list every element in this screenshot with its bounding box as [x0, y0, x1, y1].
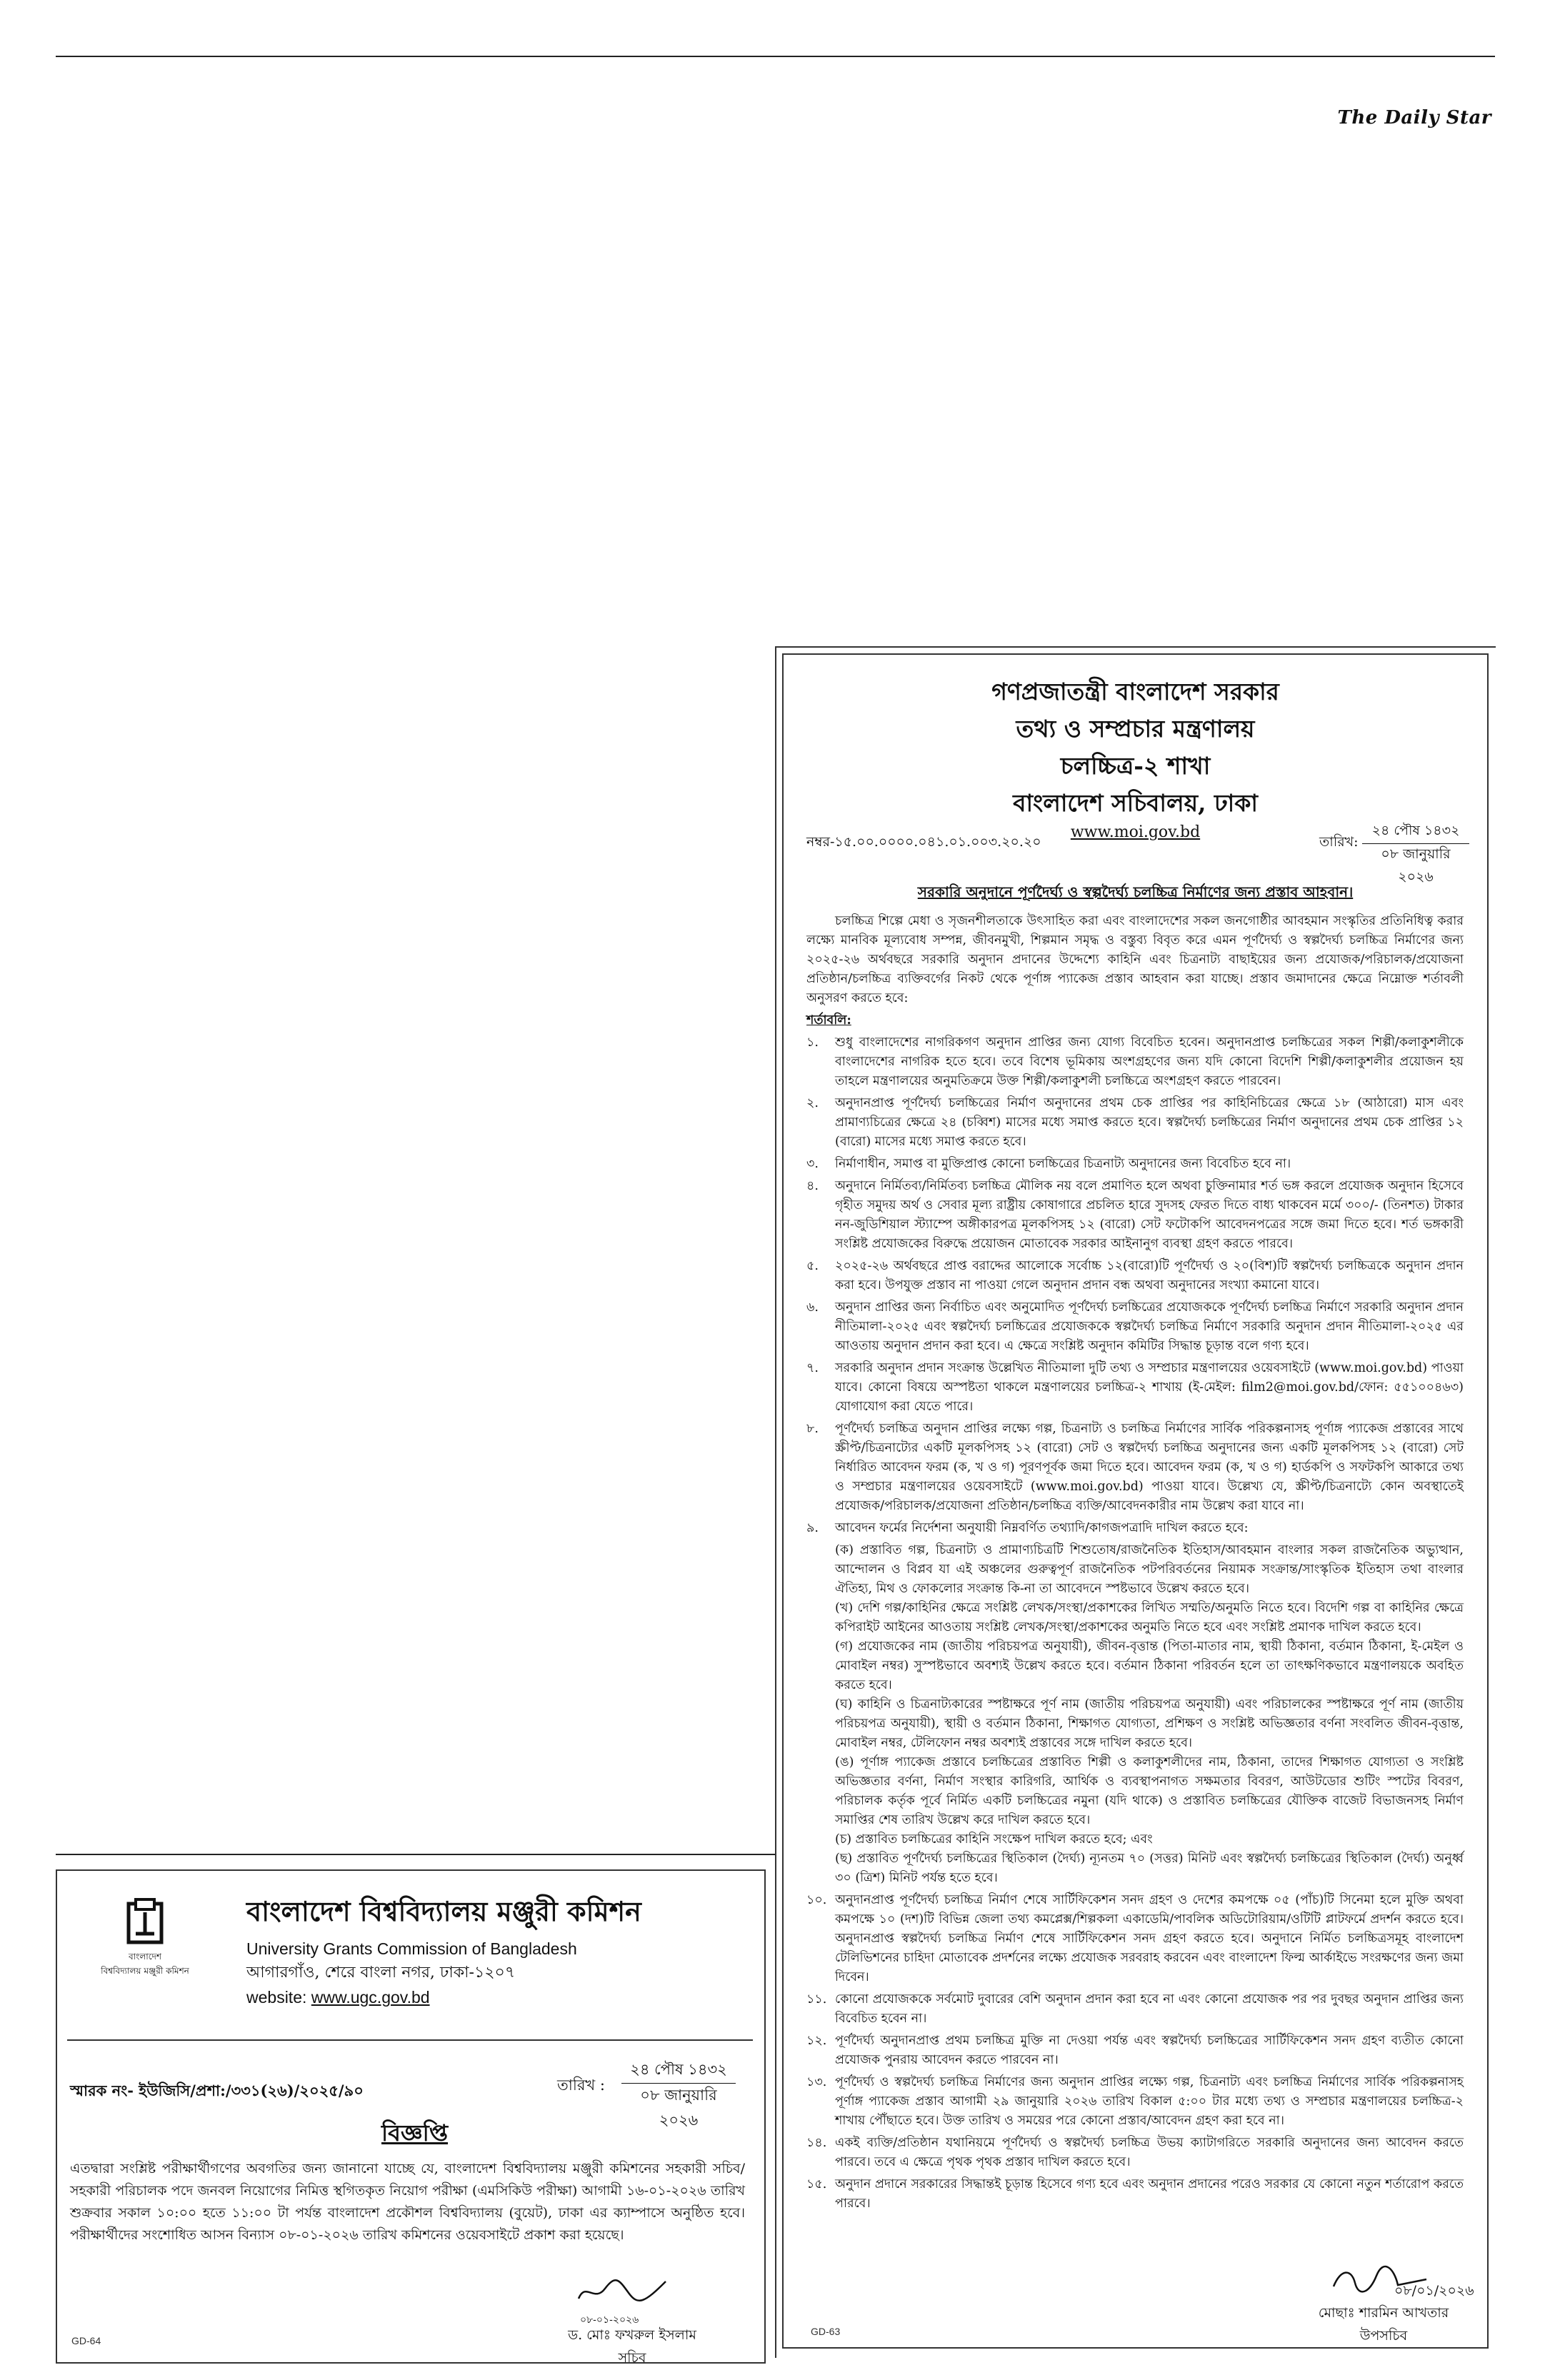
sub-item: (ঘ) কাহিনি ও চিত্রনাট্যকারের স্পষ্টাক্ষরে পূর্ণ নাম (জাতীয় পরিচয়পত্র অনুযায়ী) এবং পরিচালকের স্পষ্টাক্ষরে পূর্ণ নাম (জাতীয় পরিচয়পত্র অনুযায়ী), স্থায়ী ও বর্তমান ঠিকানা, শিক্ষাগত যোগ্যতা, প্রশিক্ষণ ও সংশ্লিষ্ট অভিজ্ঞতার বর্ণনা সংবলিত জীবন-বৃত্তান্ত, মোবাইল নম্বর, টেলিফোন নম্বর অবশ্যই প্রস্তাবের সঙ্গে দাখিল করতে হবে। — [835, 1697, 1464, 1750]
condition-item — [806, 1359, 1464, 1417]
condition-num: ৯. — [806, 1521, 819, 1535]
ugc-address: আগারগাঁও, শেরে বাংলা নগর, ঢাকা-১২০৭ — [246, 1964, 516, 1982]
condition-text: পূর্ণদৈর্ঘ্য অনুদানপ্রাপ্ত প্রথম চলচ্চিত্র মুক্তি না দেওয়া পর্যন্ত এবং স্বল্পদৈর্ঘ্য চলচ্চিত্রের সার্টিফিকেশন সনদ গ্রহণ ব্যতীত কোনো প্রযোজক পুনরায় আবেদন করতে পারবেন না। — [835, 2034, 1464, 2067]
gd-code: GD-64 — [71, 2335, 101, 2346]
intro-paragraph: চলচ্চিত্র শিল্পে মেধা ও সৃজনশীলতাকে উৎসাহিত করা এবং বাংলাদেশের সকল জনগোষ্ঠীর আবহমান সংস্কৃতির প্রতিনিধিত্ব করার লক্ষ্যে মানবিক মূল্যবোধ সম্পন্ন, জীবনমুখী, শিল্পমান সমৃদ্ধ ও বস্তুব্য বিবৃত করে এমন পূর্ণদৈর্ঘ্য ও স্বল্পদৈর্ঘ্য চলচ্চিত্র নির্মাণের জন্য ২০২৫-২৬ অর্থবছরে সরকারি অনুদান প্রদানের উদ্দেশ্যে কাহিনি এবং চিত্রনাট্য বাছাইয়ের জন্য প্রযোজক/পরিচালক/প্রযোজনা প্রতিষ্ঠান/চলচ্চিত্র ব্যক্তিবর্গের নিকট থেকে পূর্ণাঙ্গ প্যাকেজ প্রস্তাব আহবান করা যাচ্ছে। প্রস্তাব জমাদানের ক্ষেত্রে নিম্নোক্ত শর্তাবলী অনুসরণ করতে হবে: — [806, 914, 1464, 1005]
top-rule — [56, 56, 1495, 57]
sub-item: (চ) প্রস্তাবিত চলচ্চিত্রের কাহিনি সংক্ষেপ দাখিল করতে হবে; এবং — [835, 1832, 1153, 1847]
condition-item — [806, 1519, 1464, 1538]
condition-text: ২০২৫-২৬ অর্থবছরে প্রাপ্ত বরাদ্দের আলোকে সর্বোচ্চ ১২(বারো)টি পূর্ণদৈর্ঘ্য ও ২০(বিশ)টি স্বল্পদৈর্ঘ্য চলচ্চিত্রকে অনুদান প্রদান করা হবে। উপযুক্ত প্রস্তাব না পাওয়া গেলে অনুদান প্রদান বন্ধ অথবা অনুদানের সংখ্যা কমানো যাবে। — [835, 1259, 1464, 1292]
logo-caption: বিশ্ববিদ্যালয় মঞ্জুরী কমিশন — [101, 1966, 189, 1976]
ugc-date-english: ০৮ জানুয়ারি ২০২৬ — [640, 2087, 717, 2129]
condition-item — [806, 1420, 1464, 1516]
condition-num: ৭. — [806, 1361, 819, 1375]
ugc-date-bangla: ২৪ পৌষ ১৪৩২ — [621, 2058, 736, 2084]
ugc-signature — [573, 2274, 673, 2329]
condition-text: শুধু বাংলাদেশের নাগরিকগণ অনুদান প্রাপ্তির জন্য যোগ্য বিবেচিত হবেন। অনুদানপ্রাপ্ত চলচ্চিত্রের সকল শিল্পী/কলাকুশলীকে বাংলাদেশের নাগরিক হতে হবে। তবে বিশেষ ভূমিকায় অংশগ্রহণের জন্য যদি কোনো বিদেশি শিল্পী/কলাকুশলীর প্রয়োজন হয় তাহলে মন্ত্রণালয়ের অনুমতিক্রমে উক্ত শিল্পী/কলাকুশলী চলচ্চিত্রে অংশগ্রহণ করতে পারবেন। — [835, 1035, 1464, 1088]
ugc-header — [246, 1891, 641, 2007]
condition-text: কোনো প্রযোজককে সর্বমোট দুবারের বেশি অনুদান প্রদান করা হবে না এবং কোনো প্রযোজক পর পর দুবছর অনুদান প্রাপ্তির জন্য বিবেচিত হবেন না। — [835, 1992, 1464, 2026]
date-block — [1362, 820, 1469, 890]
notice-title: সরকারি অনুদানে পূর্ণদৈর্ঘ্য ও স্বল্পদৈর্ঘ্য চলচ্চিত্র নির্মাণের জন্য প্রস্তাব আহবান। — [917, 883, 1354, 900]
condition-num: ৮. — [806, 1422, 819, 1436]
condition-num: ১১. — [806, 1992, 827, 2007]
signature-scribble-icon — [573, 2274, 673, 2309]
condition-item — [806, 2073, 1464, 2131]
signatory-name: মোছাঃ শারমিন আখতার — [1318, 2305, 1449, 2321]
ugc-website-link[interactable]: www.ugc.gov.bd — [311, 1988, 430, 2007]
ugc-header-rule — [67, 2039, 753, 2041]
sub-item: (গ) প্রযোজকের নাম (জাতীয় পরিচয়পত্র অনুযায়ী), জীবন-বৃত্তান্ত (পিতা-মাতার নাম, স্থায়ী ঠিকানা, বর্তমান ঠিকানা, ই-মেইল ও মোবাইল নম্বর) সুস্পষ্টভাবে অবশ্যই উল্লেখ করতে হবে। বর্তমান ঠিকানা পরিবর্তন হলে তা তাৎক্ষণিকভাবে মন্ত্রণালয়কে অবহিত করতে হবে। — [835, 1640, 1464, 1692]
conditions-heading: শর্তাবলি: — [806, 1013, 851, 1028]
website-label: website: — [246, 1988, 307, 2007]
condition-num: ৫. — [806, 1259, 819, 1273]
condition-item — [806, 2134, 1464, 2172]
condition-text: সরকারি অনুদান প্রদান সংক্রান্ত উল্লেখিত নীতিমালা দুটি তথ্য ও সম্প্রচার মন্ত্রণালয়ের ওয়েবসাইটে (www.moi.gov.bd) পাওয়া যাবে। কোনো বিষয়ে অস্পষ্টতা থাকলে মন্ত্রণালয়ের চলচ্চিত্র-২ শাখায় (ই-মেইল: film2@moi.gov.bd/ফোন: ৫৫১০০৪৬৩) যোগাযোগ করা যেতে পারে। — [835, 1361, 1464, 1414]
date-label: তারিখ: — [1319, 834, 1359, 850]
ugc-signature-date: ০৮-০১-২০২৬ — [580, 2314, 639, 2326]
ugc-notice-title: বিজ্ঞপ্তি — [381, 2119, 449, 2146]
condition-num: ২. — [806, 1096, 819, 1110]
condition-item — [806, 1257, 1464, 1295]
ministry-signature — [1326, 2265, 1474, 2301]
header-line: চলচ্চিত্র-২ শাখা — [1060, 752, 1211, 780]
sub-item: (ছ) প্রস্তাবিত পূর্ণদৈর্ঘ্য চলচ্চিত্রের স্থিতিকাল (দৈর্ঘ্য) ন্যূনতম ৭০ (সত্তর) মিনিট এবং স্বল্পদৈর্ঘ্য চলচ্চিত্রের স্থিতিকাল (দৈর্ঘ্য) অনুর্ধ্ব ৩০ (ত্রিশ) মিনিট পর্যন্ত হতে হবে। — [835, 1852, 1464, 1885]
gd-code: GD-63 — [811, 2326, 841, 2337]
ugc-name-english: University Grants Commission of Bangladesh — [246, 1939, 577, 1958]
ugc-date-label: তারিখ : — [557, 2077, 605, 2094]
condition-item — [806, 1155, 1464, 1174]
condition-item — [806, 1990, 1464, 2029]
condition-text: নির্মাণাধীন, সমাপ্ত বা মুক্তিপ্রাপ্ত কোনো চলচ্চিত্রের চিত্রনাট্য অনুদানের জন্য বিবেচিত হবে না। — [835, 1157, 1291, 1171]
signatory-name: ড. মোঃ ফখরুল ইসলাম — [568, 2327, 696, 2343]
condition-item — [806, 2175, 1464, 2214]
ugc-signatory — [543, 2325, 721, 2371]
signatory-title: সচিব — [618, 2350, 646, 2366]
ministry-website[interactable]: www.moi.gov.bd — [1070, 823, 1201, 841]
condition-num: ১০. — [806, 1893, 827, 1907]
condition-item — [806, 1177, 1464, 1254]
signatory-title: উপসচিব — [1359, 2328, 1408, 2344]
condition-text: অনুদানপ্রাপ্ত পূর্ণদৈর্ঘ্য চলচ্চিত্র নির্মাণ শেষে সার্টিফিকেশন সনদ গ্রহণ ও দেশের কমপক্ষে ০৫ (পাঁচ)টি সিনেমা হলে মুক্তি অথবা কমপক্ষে ১০ (দশ)টি বিভিন্ন জেলা তথ্য কমপ্লেক্স/শিল্পকলা একাডেমি/পাবলিক অডিটোরিয়াম/ওটিটি প্লাটফর্মে প্রদর্শন করতে হবে। অনুদানপ্রাপ্ত স্বল্পদৈর্ঘ্য চলচ্চিত্র নির্মাণ শেষে সার্টিফিকেশন সনদ গ্রহণ করতে হবে। অনুদানে নির্মিত চলচ্চিত্রসমূহ বাংলাদেশ টেলিভিশনের চাহিদা মোতাবেক প্রদর্শনের লক্ষ্যে প্রযোজক সরবরাহ করবেন এবং বাংলাদেশ ফিল্ম আর্কাইভে সংরক্ষণের জন্য জমা দিবেন। — [835, 1893, 1464, 1984]
header-line: তথ্য ও সম্প্রচার মন্ত্রণালয় — [1016, 715, 1255, 743]
ugc-notice — [56, 1869, 766, 2364]
condition-text: অনুদানপ্রাপ্ত পূর্ণদৈর্ঘ্য চলচ্চিত্রের নির্মাণ অনুদানের প্রথম চেক প্রাপ্তির পর কাহিনিচিত্রের ক্ষেত্রে ১৮ (আঠারো) মাস এবং প্রামাণ্যচিত্রের ক্ষেত্রে ২৪ (চব্বিশ) মাসের মধ্যে সমাপ্ত করতে হবে। স্বল্পদৈর্ঘ্য চলচ্চিত্রের নির্মাণ অনুদানের প্রথম চেক প্রাপ্তির ১২ (বারো) মাসের মধ্যে সমাপ্ত করতে হবে। — [835, 1096, 1464, 1149]
date-english: ০৮ জানুয়ারি ২০২৬ — [1381, 846, 1451, 885]
header-line: বাংলাদেশ সচিবালয়, ঢাকা — [1013, 789, 1258, 817]
ugc-emblem-icon — [120, 1898, 170, 1948]
date-bangla: ২৪ পৌষ ১৪৩২ — [1362, 820, 1469, 844]
ugc-date-block — [621, 2058, 736, 2134]
condition-item — [806, 1891, 1464, 1987]
condition-num: ১৪. — [806, 2136, 827, 2150]
condition-text: একই ব্যক্তি/প্রতিষ্ঠান যথানিয়মে পূর্ণদৈর্ঘ্য ও স্বল্পদৈর্ঘ্য চলচ্চিত্র উভয় ক্যাটাগরিতে সরকারি অনুদানের জন্য আবেদন করতে পারবে। তবে এ ক্ষেত্রে পৃথক পৃথক প্রস্তাব দাখিল করতে হবে। — [835, 2136, 1464, 2169]
condition-text: অনুদান প্রাপ্তির জন্য নির্বাচিত এবং অনুমোদিত পূর্ণদৈর্ঘ্য চলচ্চিত্রের প্রযোজককে পূর্ণদৈর্ঘ্য চলচ্চিত্র নির্মাণে সরকারি অনুদান প্রদান নীতিমালা-২০২৫ এবং স্বল্পদৈর্ঘ্য চলচ্চিত্রের প্রযোজককে স্বল্পদৈর্ঘ্য চলচ্চিত্র নির্মাণে সরকারি অনুদান প্রদান নীতিমালা-২০২৫ এর আওতায় অনুদান প্রদান করা হবে। এ ক্ষেত্রে সংশ্লিষ্ট অনুদান কমিটির সিদ্ধান্ত চূড়ান্ত বলে গণ্য হবে। — [835, 1300, 1464, 1353]
ministry-header — [784, 673, 1487, 841]
condition-num: ১৩. — [806, 2075, 827, 2089]
masthead: The Daily Star — [1337, 107, 1491, 129]
condition-num: ৩. — [806, 1157, 819, 1171]
header-line: গণপ্রজাতন্ত্রী বাংলাদেশ সরকার — [991, 678, 1279, 706]
condition-text: পূর্ণদৈর্ঘ্য ও স্বল্পদৈর্ঘ্য চলচ্চিত্র নির্মাণের জন্য অনুদান প্রাপ্তির লক্ষ্যে গল্প, চিত্রনাট্য এবং চলচ্চিত্র নির্মাণের সার্বিক পরিকল্পনাসহ পূর্ণাঙ্গ প্যাকেজ প্রস্তাব আগামী ২৯ জানুয়ারি ২০২৬ তারিখ বিকাল ৫:০০ টার মধ্যে তথ্য ও সম্প্রচার মন্ত্রণালয়ের চলচ্চিত্র-২ শাখায় পৌঁছাতে হবে। উক্ত তারিখ ও সময়ের পরে কোনো প্রস্তাব/আবেদন গ্রহণ করা হবে না। — [835, 2075, 1464, 2128]
ugc-name-bangla: বাংলাদেশ বিশ্ববিদ্যালয় মঞ্জুরী কমিশন — [246, 1895, 641, 1927]
condition-num: ১৫. — [806, 2177, 827, 2191]
column-divider — [56, 1854, 775, 1855]
sub-item: (ক) প্রস্তাবিত গল্প, চিত্রনাট্য ও প্রামাণ্যচিত্রটি শিশুতোষ/রাজনৈতিক ইতিহাস/আবহমান বাংলার সকল রাজনৈতিক অভ্যুত্থান, আন্দোলন ও বিপ্লব যা এই অঞ্চলের গুরুত্বপূর্ণ রাজনৈতিক পটপরিবর্তনের নিয়ামক সংক্রান্ত/সাংস্কৃতিক ইতিহাস তথা বাংলার ঐতিহ্য, মিথ ও ফোকলোর সংক্রান্ত কি-না তা আবেদনে স্পষ্টভাবে উল্লেখ করতে হবে। — [835, 1543, 1464, 1596]
logo-caption: বাংলাদেশ — [129, 1952, 161, 1962]
memo-number: নম্বর-১৫.০০.০০০০.০৪১.০১.০০৩.২০.২০ — [806, 834, 1041, 850]
condition-item — [806, 2032, 1464, 2070]
ugc-logo — [91, 1898, 199, 1979]
signature-date: ০৮/০১/২০২৬ — [1394, 2283, 1474, 2299]
condition-text: পূর্ণদৈর্ঘ্য চলচ্চিত্র অনুদান প্রাপ্তির লক্ষ্যে গল্প, চিত্রনাট্য ও চলচ্চিত্র নির্মাণের সার্বিক পরিকল্পনাসহ পূর্ণাঙ্গ প্যাকেজ প্রস্তাবের সাথে স্ক্রীপ্ট/চিত্রনাট্যের একটি মূলকপিসহ ১২ (বারো) সেট ও স্বল্পদৈর্ঘ্য চলচ্চিত্র অনুদানের জন্য একটি মূলকপিসহ ১২ (বারো) সেট নির্ধারিত আবেদন ফরম (ক, খ ও গ) পূরণপূর্বক জমা দিতে হবে। আবেদন ফরম (ক, খ ও গ) হার্ডকপি ও সফটকপি আকারে তথ্য ও সম্প্রচার মন্ত্রণালয়ের ওয়েবসাইটে (www.moi.gov.bd) পাওয়া যাবে। উল্লেখ্য যে, স্ক্রীপ্ট/চিত্রনাট্যে কোন অবস্থাতেই প্রযোজক/পরিচালক/প্রযোজনা প্রতিষ্ঠান/চলচ্চিত্র ব্যক্তি/আবেদনকারীর নাম উল্লেখ করা যাবে না। — [835, 1422, 1464, 1513]
ugc-notice-body: এতদ্বারা সংশ্লিষ্ট পরীক্ষার্থীগণের অবগতির জন্য জানানো যাচ্ছে যে, বাংলাদেশ বিশ্ববিদ্যালয় মঞ্জুরী কমিশনের সহকারী সচিব/ সহকারী পরিচালক পদে জনবল নিয়োগের নিমিত্ত স্থগিতকৃত নিয়োগ পরীক্ষা (এমসিকিউ পরীক্ষা) আগামী ১৬-০১-২০২৬ তারিখ শুক্রবার সকাল ১০:০০ হতে ১১:০০ টা পর্যন্ত বাংলাদেশ প্রকৌশল বিশ্ববিদ্যালয় (বুয়েট), ঢাকা এর ক্যাম্পাসে অনুষ্ঠিত হবে। পরীক্ষার্থীদের সংশোধিত আসন বিন্যাস ০৮-০১-২০২৬ তারিখ কমিশনের ওয়েবসাইটে প্রকাশ করা হয়েছে। — [70, 2161, 745, 2243]
condition-num: ১. — [806, 1035, 819, 1050]
condition-text: অনুদান প্রদানে সরকারের সিদ্ধান্তই চূড়ান্ত হিসেবে গণ্য হবে এবং অনুদান প্রদানের পরেও সরকার যে কোনো নতুন শর্তারোপ করতে পারবে। — [835, 2177, 1464, 2211]
condition-item — [806, 1094, 1464, 1152]
condition-num: ৪. — [806, 1179, 819, 1193]
sub-item: (ঙ) পূর্ণাঙ্গ প্যাকেজ প্রস্তাবে চলচ্চিত্রের প্রস্তাবিত শিল্পী ও কলাকুশলীদের নাম, ঠিকানা, তাদের শিক্ষাগত যোগ্যতা ও সংশ্লিষ্ট অভিজ্ঞতার বর্ণনা, নির্মাণ সংস্থার কারিগরি, আর্থিক ও ব্যবস্থাপনাগত সক্ষমতার বিবরণ, আউটডোর শুটিং স্পটের বিবরণ, পরিচালক কর্তৃক পূর্বে নির্মিত একটি চলচ্চিত্রের নমুনা (যদি থাকে) ও প্রস্তাবিত চলচ্চিত্রের যৌক্তিক বাজেট বিভাজনসহ নির্মাণ সমাপ্তির শেষ তারিখ উল্লেখ করে দাখিল করতে হবে। — [835, 1755, 1464, 1827]
ugc-website-line — [246, 1988, 641, 2007]
condition-num: ১২. — [806, 2034, 827, 2048]
notice-body — [806, 912, 1464, 2216]
condition-text: অনুদানে নির্মিতব্য/নির্মিতব্য চলচ্চিত্র মৌলিক নয় বলে প্রমাণিত হলে অথবা চুক্তিনামার শর্ত ভঙ্গ করলে প্রযোজক অনুদান হিসেবে গৃহীত সমুদয় অর্থ ও সেবার মূল্য রাষ্ট্রীয় কোষাগারে প্রচলিত হারে সুদসহ ফেরত দিতে বাধ্য থাকবেন মর্মে ৩০০/- (তিনশত) টাকার নন-জুডিশিয়াল স্ট্যাম্পে অঙ্গীকারপত্র মূলকপিসহ ১২ (বারো) সেট ফটোকপি আবেদনপত্রের সঙ্গে জমা দিতে হবে। শর্ত ভঙ্গকারী সংশ্লিষ্ট প্রযোজকের বিরুদ্ধে প্রয়োজন মোতাবেক সরকার আইনানুগ ব্যবস্থা গ্রহণ করতে পারবে। — [835, 1179, 1464, 1251]
ministry-signatory — [1298, 2303, 1469, 2349]
condition-item — [806, 1033, 1464, 1091]
condition-text: আবেদন ফর্মের নির্দেশনা অনুযায়ী নিম্নবর্ণিত তথ্যাদি/কাগজপত্রাদি দাখিল করতে হবে: — [835, 1521, 1249, 1535]
ugc-memo-number: স্মারক নং- ইউজিসি/প্রশা:/৩৩১(২৬)/২০২৫/৯০ — [70, 2082, 364, 2099]
sub-item: (খ) দেশি গল্প/কাহিনির ক্ষেত্রে সংশ্লিষ্ট লেখক/সংস্থা/প্রকাশকের লিখিত সম্মতি/অনুমতি নিতে হবে। বিদেশি গল্প বা কাহিনির ক্ষেত্রে কপিরাইট আইনের আওতায় সংশ্লিষ্ট লেখক/সংস্থা/প্রকাশকের অনুমতি নিতে হবে এবং সংশ্লিষ্ট প্রমাণক দাখিল করতে হবে। — [835, 1601, 1464, 1635]
ministry-notice-frame — [782, 653, 1489, 2349]
condition-item — [806, 1298, 1464, 1356]
ministry-notice — [775, 646, 1496, 2358]
condition-num: ৬. — [806, 1300, 819, 1315]
